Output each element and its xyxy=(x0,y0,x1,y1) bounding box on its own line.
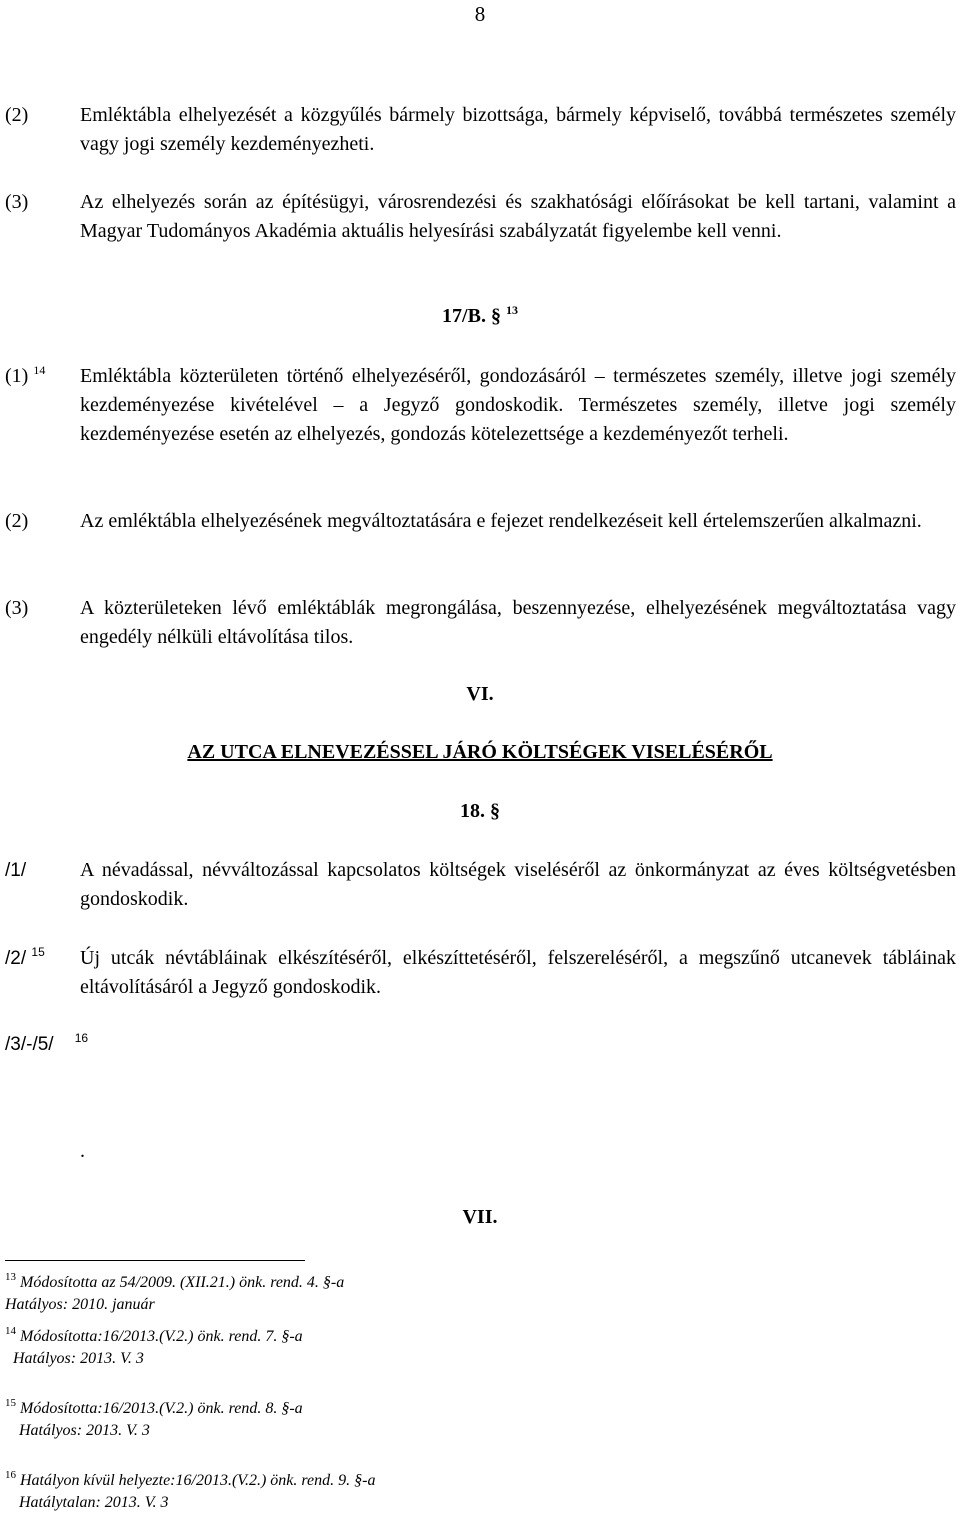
paragraph-text: Emléktábla elhelyezését a közgyűlés bármely bizottsága, bármely képviselő, továbbá természetes személy vagy jogi személy kezdeményezheti. xyxy=(80,104,956,155)
paragraph-text: Emléktábla közterületen történő elhelyezéséről, gondozásáról ‒ természetes személy, illetve jogi személy kezdeményezése kivételével ‒ a Jegyző gondoskodik. Természetes személy, illetve jogi személy kezdeményezése esetén az elhelyezés, gondozás kötelezettsége a kezdeményezőt terheli. xyxy=(80,365,956,445)
footnote-text: Hatályon kívül helyezte:16/2013.(V.2.) önk. rend. 9. §-a xyxy=(20,1472,376,1489)
footnote-number: 14 xyxy=(5,1325,16,1337)
paragraph-text: A névadással, névváltozással kapcsolatos költségek viseléséről az önkormányzat az éves költségvetésben gondoskodik. xyxy=(80,859,956,910)
footnote-separator xyxy=(5,1260,305,1261)
footnote-ref: 13 xyxy=(505,303,518,317)
footnote-number: 13 xyxy=(5,1271,16,1283)
paragraph-number: /2/ $^{15}$ xyxy=(5,945,45,969)
footnote-effective: Hatálytalan: 2013. V. 3 xyxy=(19,1494,169,1511)
paragraph-text: A közterületeken lévő emléktáblák megrongálása, beszennyezése, elhelyezésének megváltoztatása vagy engedély nélküli eltávolítása tilos. xyxy=(80,597,956,648)
paragraph-number: (2) xyxy=(5,510,29,532)
section-title: 17/B. § xyxy=(442,305,501,327)
footnote-14 xyxy=(5,1326,303,1370)
footnote-16 xyxy=(5,1470,375,1514)
footnote-ref: 16 xyxy=(74,1031,89,1045)
chapter-number: VI. xyxy=(466,683,494,705)
chapter-title: AZ UTCA ELNEVEZÉSSEL JÁRÓ KÖLTSÉGEK VISELÉSÉRŐL xyxy=(187,741,773,763)
footnote-number: 16 xyxy=(5,1469,16,1481)
paragraph-number: (3) xyxy=(5,191,29,213)
footnote-13 xyxy=(5,1272,344,1316)
paragraph-text: Új utcák névtábláinak elkészítéséről, elkészíttetéséről, felszereléséről, a megszűnő utcanevek tábláinak eltávolításáról a Jegyző gondoskodik. xyxy=(80,947,956,998)
paragraph-number: (2) xyxy=(5,104,29,126)
footnote-text: Módosította:16/2013.(V.2.) önk. rend. 7. §-a xyxy=(20,1328,303,1345)
paragraph-number: /3/-/5/ $^{16}$ xyxy=(5,1031,89,1055)
section-heading-17b xyxy=(0,305,960,328)
page-number: 8 xyxy=(474,2,486,26)
paragraph-text: Az emléktábla elhelyezésének megváltoztatására e fejezet rendelkezéseit kell értelemszerűen alkalmazni. xyxy=(80,510,922,532)
stray-dot: . xyxy=(80,1140,85,1162)
paragraph-number: /1/ xyxy=(5,860,27,881)
footnote-effective: Hatályos: 2013. V. 3 xyxy=(13,1350,144,1367)
paragraph-number: (1) $^{14}$ xyxy=(5,363,46,387)
footnote-text: Módosította:16/2013.(V.2.) önk. rend. 8. §-a xyxy=(20,1400,303,1417)
footnote-15 xyxy=(5,1398,303,1442)
footnote-number: 15 xyxy=(5,1397,16,1409)
paragraph-text: Az elhelyezés során az építésügyi, városrendezési és szakhatósági előírásokat be kell tartani, valamint a Magyar Tudományos Akadémia aktuális helyesírási szabályzatát figyelembe kell venni. xyxy=(80,191,956,242)
paragraph-number: (3) xyxy=(5,597,29,619)
footnote-effective: Hatályos: 2013. V. 3 xyxy=(19,1422,150,1439)
footnote-ref: 15 xyxy=(31,945,45,959)
section-heading-18: 18. § xyxy=(460,800,500,822)
footnote-text: Módosította az 54/2009. (XII.21.) önk. rend. 4. §-a xyxy=(20,1274,345,1291)
footnote-effective: Hatályos: 2010. január xyxy=(5,1296,155,1313)
chapter-number-vii: VII. xyxy=(462,1206,498,1228)
footnote-ref: 14 xyxy=(33,363,46,377)
